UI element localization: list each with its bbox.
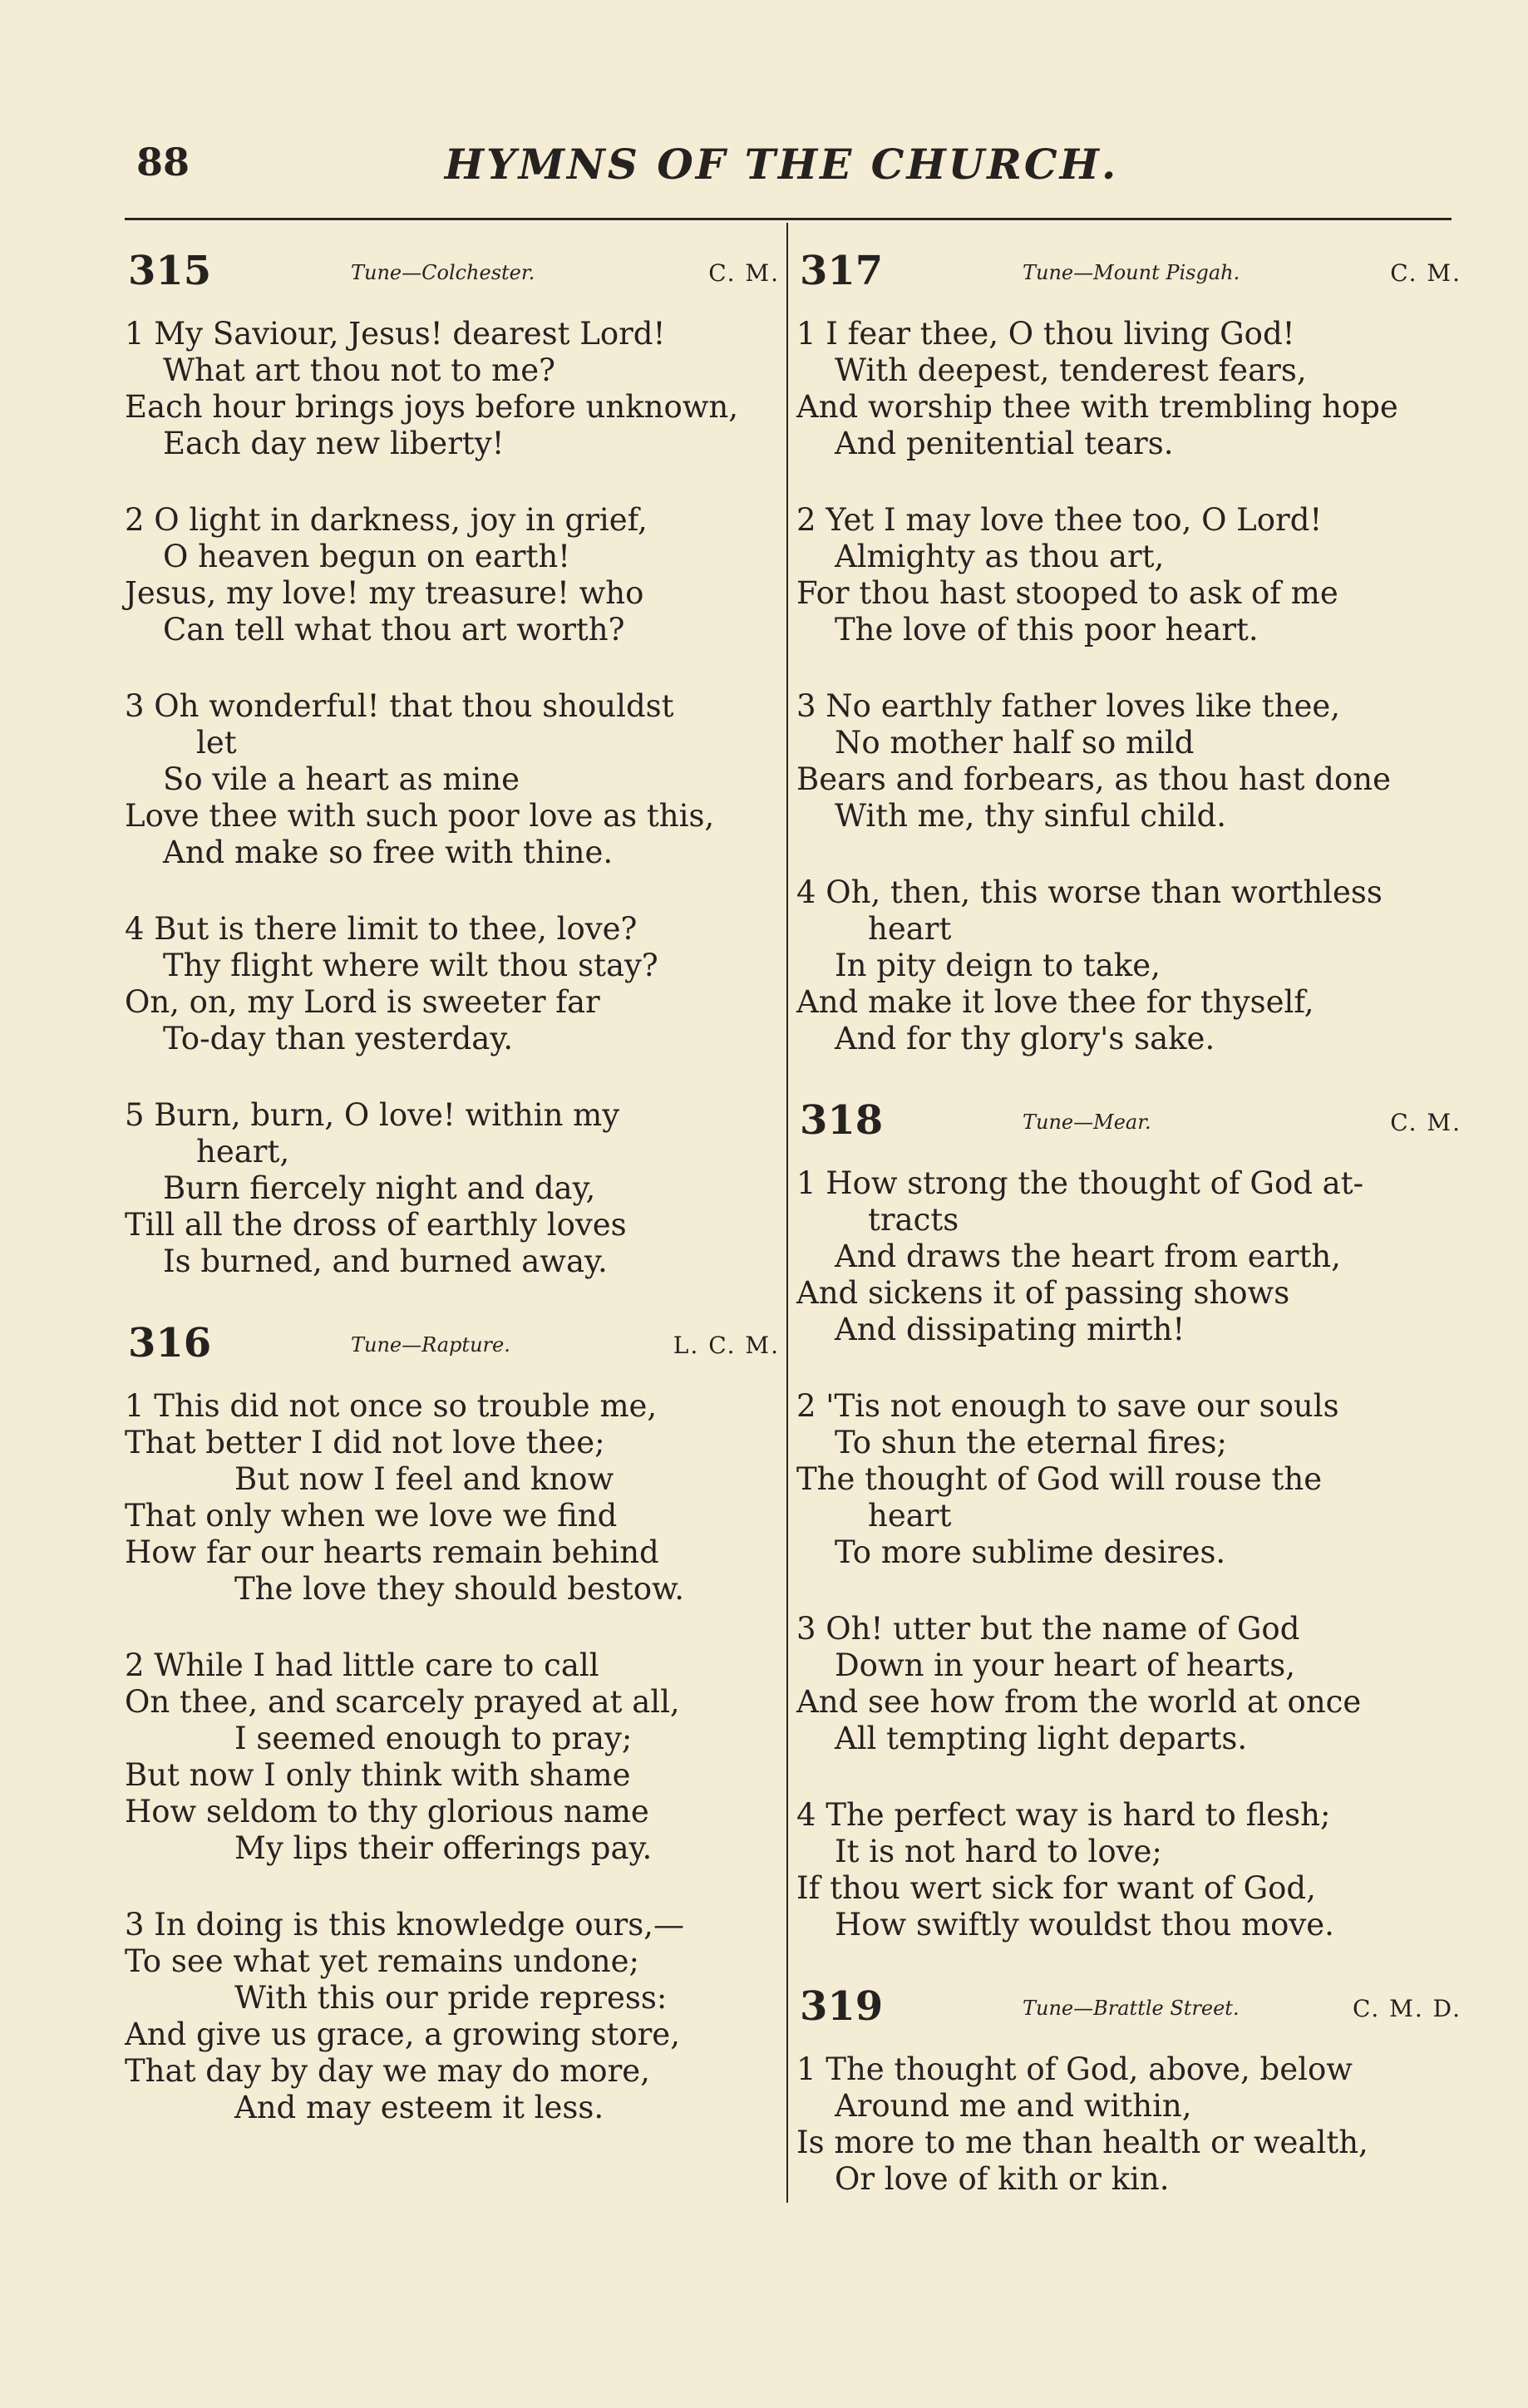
right-column (796, 248, 1461, 2238)
verse-line: 2 'Tis not enough to save our souls (796, 1388, 1339, 1424)
verse-line: The love they should bestow. (234, 1571, 685, 1607)
verse-line: Down in your heart of hearts, (835, 1647, 1296, 1683)
verse-line: And sickens it of passing shows (796, 1275, 1290, 1311)
hymn-heading (125, 1320, 780, 1373)
verse-line: To shun the eternal fires; (835, 1425, 1227, 1460)
verse-line: heart (868, 1498, 952, 1534)
verse-line: Each hour brings joys before unknown, (125, 389, 738, 425)
hymn-317 (796, 248, 1461, 1057)
verse-line: 4 But is there limit to thee, love? (125, 911, 638, 947)
verse-line: let (196, 725, 237, 761)
verse-line: Burn fiercely night and day, (163, 1170, 596, 1206)
verse-line: 1 The thought of God, above, below (796, 2051, 1353, 2087)
meter: C. M. (1390, 259, 1461, 287)
verse-line: And penitential tears. (835, 426, 1174, 461)
verse-line: I seemed enough to pray; (234, 1721, 633, 1756)
verse-line: 5 Burn, burn, O love! within my (125, 1097, 620, 1133)
verse-line: 4 Oh, then, this worse than worthless (796, 874, 1383, 910)
meter: C. M. (1390, 1109, 1461, 1136)
hymn-heading (796, 1983, 1461, 2036)
verse-line: 1 I fear thee, O thou living God! (796, 316, 1295, 352)
hymn-number: 317 (800, 248, 884, 294)
verse-line: With deepest, tenderest fears, (835, 352, 1307, 388)
verse-line: And worship thee with trembling hope (796, 389, 1398, 425)
verse-line: And dissipating mirth! (835, 1312, 1185, 1347)
verse-line: Almighty as thou art, (835, 539, 1165, 574)
verse-line: Is more to me than health or wealth, (796, 2125, 1368, 2160)
page-number: 88 (136, 140, 190, 185)
meter: C. M. (708, 259, 780, 287)
verse-line: To see what yet remains undone; (125, 1943, 639, 1979)
verse-line: The thought of God will rouse the (796, 1461, 1323, 1497)
hymn-heading (796, 1097, 1461, 1150)
hymn-316 (125, 1320, 780, 2126)
header-rule (125, 218, 1452, 220)
tune-name: Tune—Rapture. (351, 1333, 510, 1357)
verse-line: It is not hard to love; (835, 1834, 1162, 1869)
verse-line: And make so free with thine. (163, 835, 614, 870)
verse-line: 1 My Saviour, Jesus! dearest Lord! (125, 316, 666, 352)
verse-line: My lips their offerings pay. (234, 1830, 653, 1866)
verse-line: 1 How strong the thought of God at- (796, 1165, 1364, 1201)
hymn-heading (125, 248, 780, 301)
verse-line: On thee, and scarcely prayed at all, (125, 1684, 680, 1720)
page-header (125, 140, 1438, 190)
verse-line: With me, thy sinful child. (835, 798, 1226, 834)
verse-line: How seldom to thy glorious name (125, 1794, 649, 1829)
verse (125, 1388, 780, 1608)
verse-line: 3 No earthly father loves like thee, (796, 688, 1341, 724)
verse-line: All tempting light departs. (835, 1721, 1248, 1756)
verse-line: So vile a heart as mine (163, 761, 520, 797)
verse (125, 911, 780, 1057)
verse-line: tracts (868, 1202, 959, 1238)
verse (796, 1165, 1461, 1348)
tune-name: Tune—Mount Pisgah. (1023, 261, 1240, 284)
verse-line: 2 Yet I may love thee too, O Lord! (796, 502, 1323, 538)
tune-name: Tune—Colchester. (351, 261, 535, 284)
verse-line: heart, (196, 1134, 290, 1170)
verse (796, 2051, 1461, 2198)
verse-line: O heaven begun on earth! (163, 539, 571, 574)
verse (796, 316, 1461, 462)
verse-line: Around me and within, (835, 2088, 1192, 2124)
tune-name: Tune—Brattle Street. (1023, 1997, 1240, 2020)
verse (125, 1647, 780, 1867)
meter: C. M. D. (1352, 1995, 1461, 2022)
verse (796, 1388, 1461, 1571)
verse-line: What art thou not to me? (163, 352, 555, 388)
left-column (125, 248, 780, 2166)
verse-line: To more sublime desires. (835, 1534, 1226, 1570)
hymn-number: 319 (800, 1983, 884, 2030)
verse-line: 3 In doing is this knowledge ours,— (125, 1907, 684, 1943)
verse-line: Can tell what thou art worth? (163, 612, 625, 648)
verse-line: 3 Oh! utter but the name of God (796, 1611, 1300, 1647)
verse-line: But now I feel and know (234, 1461, 614, 1497)
verse-line: 1 This did not once so trouble me, (125, 1388, 658, 1424)
verse-line: No mother half so mild (835, 725, 1195, 761)
verse (796, 1611, 1461, 1757)
hymn-319 (796, 1983, 1461, 2198)
verse-line: Love thee with such poor love as this, (125, 798, 715, 834)
verse (796, 502, 1461, 648)
verse-line: How far our hearts remain behind (125, 1534, 659, 1570)
verse-line: Each day new liberty! (163, 426, 505, 461)
verse-line: That better I did not love thee; (125, 1425, 605, 1460)
verse (125, 688, 780, 871)
verse-line: 2 While I had little care to call (125, 1647, 599, 1683)
hymn-heading (796, 248, 1461, 301)
verse-line: For thou hast stooped to ask of me (796, 575, 1338, 611)
verse-line: On, on, my Lord is sweeter far (125, 984, 600, 1020)
verse (125, 1907, 780, 2126)
verse (125, 502, 780, 648)
verse-line: If thou wert sick for want of God, (796, 1870, 1316, 1906)
verse-line: And draws the heart from earth, (835, 1238, 1341, 1274)
verse-line: That only when we love we find (125, 1498, 618, 1534)
column-divider (786, 223, 788, 2203)
hymn-318 (796, 1097, 1461, 1943)
verse-line: Or love of kith or kin. (835, 2161, 1170, 2197)
meter: L. C. M. (673, 1332, 780, 1359)
verse (125, 316, 780, 462)
verse-line: But now I only think with shame (125, 1757, 631, 1793)
verse-line: The love of this poor heart. (835, 612, 1259, 648)
verse-line: And give us grace, a growing store, (125, 2017, 680, 2052)
verse (796, 874, 1461, 1057)
verse-line: That day by day we may do more, (125, 2053, 650, 2089)
verse-line: To-day than yesterday. (163, 1021, 514, 1056)
tune-name: Tune—Mear. (1023, 1110, 1151, 1134)
verse-line: How swiftly wouldst thou move. (835, 1907, 1334, 1943)
verse-line: Bears and forbears, as thou hast done (796, 761, 1391, 797)
verse-line: Jesus, my love! my treasure! who (125, 575, 644, 611)
verse-line: 4 The perfect way is hard to flesh; (796, 1797, 1331, 1833)
verse-line: And see how from the world at once (796, 1684, 1362, 1720)
verse-line: Thy flight where wilt thou stay? (163, 948, 658, 983)
verse-line: And make it love thee for thyself, (796, 984, 1314, 1020)
verse (796, 1797, 1461, 1943)
hymn-number: 315 (128, 248, 212, 294)
verse (796, 688, 1461, 835)
hymn-number: 318 (800, 1097, 884, 1144)
verse-line: Is burned, and burned away. (163, 1243, 608, 1279)
verse-line: heart (868, 911, 952, 947)
verse-line: 3 Oh wonderful! that thou shouldst (125, 688, 674, 724)
verse-line: With this our pride repress: (234, 1980, 668, 2016)
running-title: HYMNS OF THE CHURCH. (444, 140, 1119, 189)
verse-line: 2 O light in darkness, joy in grief, (125, 502, 648, 538)
verse-line: And may esteem it less. (234, 2090, 604, 2125)
hymn-number: 316 (128, 1320, 212, 1367)
verse-line: Till all the dross of earthly loves (125, 1207, 627, 1243)
verse-line: And for thy glory's sake. (835, 1021, 1215, 1056)
verse (125, 1097, 780, 1280)
hymn-315 (125, 248, 780, 1280)
verse-line: In pity deign to take, (835, 948, 1161, 983)
